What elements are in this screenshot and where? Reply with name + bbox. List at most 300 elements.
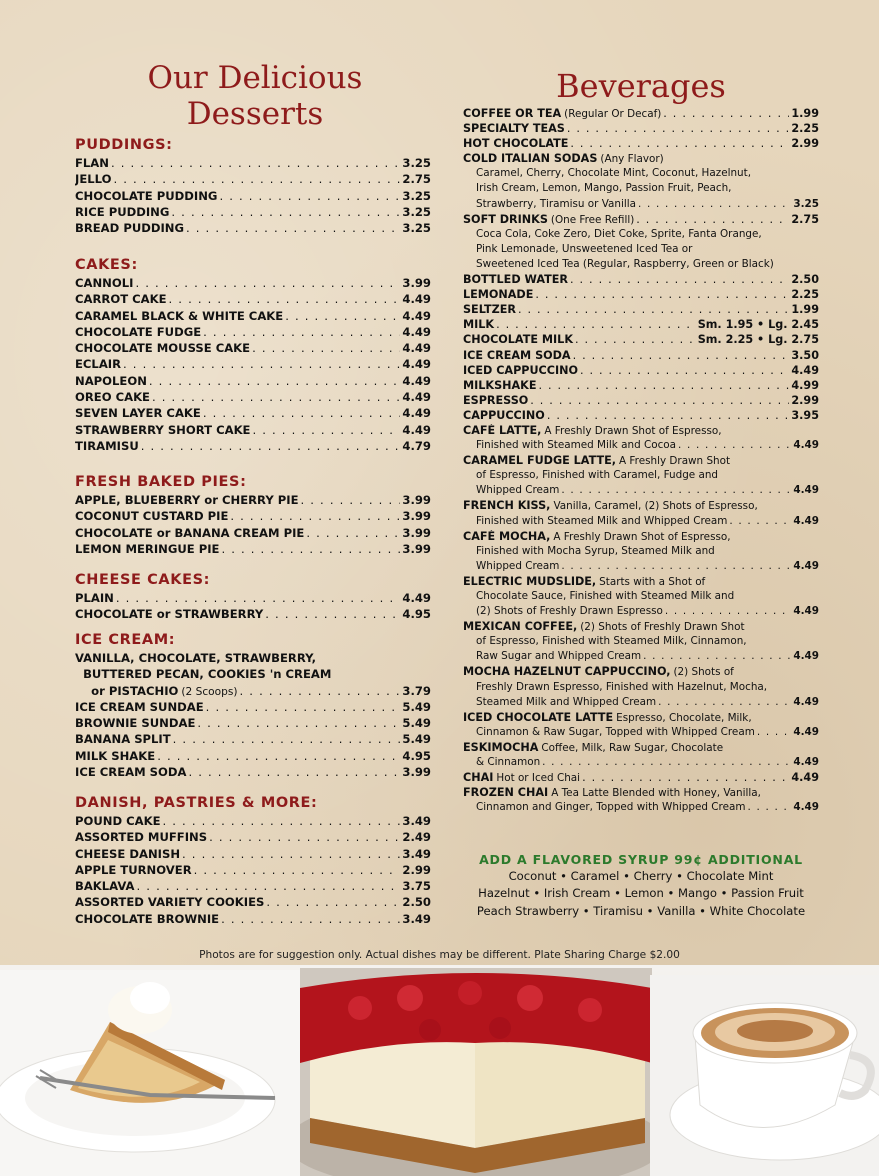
leader-dots bbox=[123, 357, 400, 371]
menu-item bbox=[75, 684, 431, 700]
leader-dots bbox=[152, 390, 400, 404]
menu-item-price: 3.49 bbox=[402, 814, 431, 828]
leader-dots bbox=[203, 325, 400, 339]
menu-item-name: JELLO bbox=[75, 172, 112, 187]
beverage-item bbox=[463, 394, 819, 409]
beverage-description bbox=[463, 182, 819, 197]
leader-dots bbox=[570, 137, 789, 150]
menu-item-name: POUND CAKE bbox=[75, 814, 161, 828]
beverage-name: ESKIMOCHA bbox=[463, 740, 539, 754]
beverage-line bbox=[463, 152, 819, 167]
beverage-detail: Whipped Cream bbox=[476, 559, 560, 572]
menu-item bbox=[75, 830, 431, 846]
beverage-price: 4.49 bbox=[793, 439, 819, 452]
leader-dots bbox=[757, 726, 792, 738]
menu-item bbox=[75, 542, 431, 558]
beverage-note: A Freshly Drawn Shot bbox=[619, 455, 731, 468]
beverage-detail: Cinnamon and Ginger, Topped with Whipped Cream bbox=[476, 801, 746, 814]
menu-item bbox=[75, 912, 431, 928]
menu-item-name: BANANA SPLIT bbox=[75, 732, 171, 747]
beverage-price: 3.50 bbox=[791, 348, 819, 362]
menu-item-price: 3.49 bbox=[402, 846, 431, 861]
beverage-price: 4.49 bbox=[791, 771, 819, 785]
menu-item-name: STRAWBERRY SHORT CAKE bbox=[75, 422, 251, 437]
menu-item bbox=[75, 357, 431, 373]
leader-dots bbox=[301, 493, 401, 507]
beverage-name: CHAI bbox=[463, 771, 494, 785]
beverage-item bbox=[463, 530, 819, 575]
menu-item-name: APPLE TURNOVER bbox=[75, 862, 192, 877]
leader-dots bbox=[219, 189, 400, 203]
leader-dots bbox=[729, 515, 791, 527]
leader-dots bbox=[203, 406, 401, 420]
beverage-detail: Strawberry, Tiramisu or Vanilla bbox=[476, 197, 636, 210]
leader-dots bbox=[678, 439, 791, 451]
beverage-item bbox=[463, 409, 819, 424]
leader-dots bbox=[570, 273, 789, 286]
menu-item-price: 3.99 bbox=[402, 765, 431, 780]
menu-item-price: 4.49 bbox=[402, 591, 431, 605]
beverage-price: 2.25 bbox=[791, 288, 819, 302]
menu-item bbox=[75, 667, 431, 683]
beverage-note: (Any Flavor) bbox=[600, 153, 664, 166]
beverage-line bbox=[463, 530, 819, 545]
beverage-price: 4.49 bbox=[793, 605, 819, 618]
section-list-pies bbox=[75, 493, 431, 558]
beverage-note: Starts with a Shot of bbox=[599, 575, 706, 588]
menu-item bbox=[75, 863, 431, 879]
cheesecake-photo bbox=[300, 968, 652, 1176]
menu-item-name: APPLE, BLUEBERRY or CHERRY PIE bbox=[75, 493, 299, 507]
menu-item-price: 2.49 bbox=[402, 830, 431, 845]
beverage-name: FROZEN CHAI bbox=[463, 786, 549, 800]
beverage-line bbox=[463, 364, 819, 379]
leader-dots bbox=[542, 756, 791, 768]
menu-item-name: CHOCOLATE or STRAWBERRY bbox=[75, 607, 264, 622]
beverage-detail: (2) Shots of Freshly Drawn Espresso bbox=[476, 605, 663, 618]
beverage-name: COFFEE OR TEA bbox=[463, 107, 562, 120]
leader-dots bbox=[638, 198, 791, 210]
menu-item-name: ECLAIR bbox=[75, 357, 122, 372]
beverages-title: Beverages bbox=[556, 67, 726, 105]
menu-item bbox=[75, 765, 431, 781]
beverage-line bbox=[463, 333, 819, 348]
leader-dots bbox=[173, 732, 401, 746]
syrup-heading: ADD A FLAVORED SYRUP 99¢ ADDITIONAL bbox=[479, 852, 803, 867]
beverage-name: ICED CAPPUCCINO bbox=[463, 363, 579, 377]
syrup-line: Coconut • Caramel • Cherry • Chocolate Mint bbox=[508, 869, 774, 883]
menu-item bbox=[75, 156, 431, 172]
leader-dots bbox=[197, 716, 400, 730]
beverage-note: (One Free Refill) bbox=[550, 213, 635, 226]
beverage-name: MEXICAN COFFEE, bbox=[463, 620, 578, 634]
beverage-item bbox=[463, 288, 819, 303]
leader-dots bbox=[658, 696, 791, 708]
leader-dots bbox=[266, 895, 400, 909]
menu-item-price: 3.99 bbox=[402, 276, 431, 290]
beverage-line bbox=[463, 394, 819, 409]
beverage-name: SOFT DRINKS bbox=[463, 212, 548, 226]
menu-item-name: COCONUT CUSTARD PIE bbox=[75, 509, 229, 524]
beverage-description bbox=[463, 756, 819, 771]
beverage-name: MILK bbox=[463, 318, 495, 332]
menu-item bbox=[75, 309, 431, 325]
menu-item-name: BROWNIE SUNDAE bbox=[75, 716, 196, 731]
beverage-description bbox=[463, 484, 819, 499]
menu-item-name: ASSORTED VARIETY COOKIES bbox=[75, 895, 265, 910]
beverage-line bbox=[463, 424, 819, 439]
beverage-price: Sm. 1.95 • Lg. 2.45 bbox=[697, 318, 819, 332]
menu-item bbox=[75, 814, 431, 830]
beverage-item bbox=[463, 786, 819, 816]
menu-item-price: 4.49 bbox=[402, 373, 431, 388]
menu-item bbox=[75, 423, 431, 439]
beverage-name: SELTZER bbox=[463, 303, 516, 317]
beverage-name: ICE CREAM SODA bbox=[463, 348, 571, 362]
menu-item-name: CARAMEL BLACK & WHITE CAKE bbox=[75, 308, 284, 323]
menu-item-price: 4.49 bbox=[402, 308, 431, 323]
menu-item-price: 3.25 bbox=[402, 221, 431, 236]
syrup-line: Hazelnut • Irish Cream • Lemon • Mango • Passion Fruit bbox=[478, 886, 804, 900]
apple-pie-photo bbox=[0, 970, 300, 1176]
menu-item-name: CHEESE DANISH bbox=[75, 846, 181, 861]
menu-item bbox=[75, 651, 431, 667]
menu-item-name: MILK SHAKE bbox=[75, 748, 156, 763]
leader-dots bbox=[518, 303, 789, 316]
menu-item bbox=[75, 732, 431, 748]
leader-dots bbox=[252, 423, 400, 437]
leader-dots bbox=[265, 607, 400, 621]
beverage-item bbox=[463, 349, 819, 364]
leader-dots bbox=[747, 801, 791, 813]
menu-item-price: 4.95 bbox=[402, 748, 431, 763]
beverage-detail: Pink Lemonade, Unsweetened Iced Tea or bbox=[476, 242, 693, 255]
menu-item-name: ICE CREAM SUNDAE bbox=[75, 699, 204, 714]
beverage-detail: Caramel, Cherry, Chocolate Mint, Coconut, Hazelnut, bbox=[476, 167, 752, 180]
cappuccino-photo bbox=[650, 975, 879, 1176]
leader-dots bbox=[135, 276, 400, 290]
beverage-detail: Freshly Drawn Espresso, Finished with Hazelnut, Mocha, bbox=[476, 680, 768, 693]
beverage-detail: Sweetened Iced Tea (Regular, Raspberry, Green or Black) bbox=[476, 257, 774, 270]
beverage-price: 3.95 bbox=[791, 408, 819, 422]
menu-item bbox=[75, 390, 431, 406]
menu-item-name: SEVEN LAYER CAKE bbox=[75, 406, 201, 421]
leader-dots bbox=[141, 439, 401, 453]
menu-item-price: 4.49 bbox=[402, 341, 431, 356]
beverage-description bbox=[463, 167, 819, 182]
menu-item bbox=[75, 172, 431, 188]
beverage-line bbox=[463, 379, 819, 394]
menu-item bbox=[75, 879, 431, 895]
beverage-line bbox=[463, 771, 819, 786]
section-list-puddings bbox=[75, 156, 431, 237]
leader-dots bbox=[171, 205, 400, 219]
beverage-description bbox=[463, 439, 819, 454]
beverage-detail: Chocolate Sauce, Finished with Steamed Milk and bbox=[476, 590, 735, 602]
beverage-line bbox=[463, 303, 819, 318]
menu-item-name: or PISTACHIO bbox=[75, 683, 179, 698]
beverage-line bbox=[463, 107, 819, 122]
beverage-price: 4.99 bbox=[791, 378, 819, 392]
menu-item-price: 4.79 bbox=[402, 438, 431, 453]
menu-item-name: BREAD PUDDING bbox=[75, 221, 185, 236]
menu-item-name: CHOCOLATE BROWNIE bbox=[75, 911, 220, 926]
beverage-name: FRENCH KISS, bbox=[463, 499, 551, 513]
leader-dots bbox=[149, 374, 400, 388]
menu-item-price: 3.49 bbox=[402, 911, 431, 926]
menu-item-name: PLAIN bbox=[75, 591, 114, 605]
menu-item-name: CARROT CAKE bbox=[75, 292, 167, 307]
desserts-title: Our Delicious Desserts bbox=[147, 60, 363, 132]
leader-dots bbox=[169, 292, 401, 306]
menu-item-name: CHOCOLATE or BANANA CREAM PIE bbox=[75, 525, 305, 540]
leader-dots bbox=[535, 288, 789, 301]
beverage-item bbox=[463, 107, 819, 122]
beverage-description bbox=[463, 228, 819, 243]
beverage-price: 3.25 bbox=[793, 197, 819, 210]
beverage-item bbox=[463, 620, 819, 665]
section-title-puddings: PUDDINGS: bbox=[75, 137, 173, 153]
leader-dots bbox=[582, 771, 789, 784]
beverage-line bbox=[463, 349, 819, 364]
beverage-description bbox=[463, 726, 819, 741]
beverage-note: Hot or Iced Chai bbox=[496, 772, 581, 785]
menu-item bbox=[75, 341, 431, 357]
menu-item-desc: (2 Scoops) bbox=[181, 685, 238, 698]
section-list-danish bbox=[75, 814, 431, 928]
beverage-item bbox=[463, 665, 819, 710]
menu-item-price: 4.49 bbox=[402, 390, 431, 405]
beverage-item bbox=[463, 318, 819, 333]
beverage-line bbox=[463, 213, 819, 228]
menu-item-price: 3.75 bbox=[402, 879, 431, 894]
menu-item-price: 3.25 bbox=[402, 188, 431, 203]
menu-item-price: 3.99 bbox=[402, 493, 431, 507]
beverage-price: 2.75 bbox=[791, 212, 819, 226]
beverage-detail: Coca Cola, Coke Zero, Diet Coke, Sprite, Fanta Orange, bbox=[476, 227, 762, 240]
beverage-note: A Freshly Drawn Shot of Espresso, bbox=[544, 424, 722, 437]
beverage-detail: Irish Cream, Lemon, Mango, Passion Fruit, Peach, bbox=[476, 182, 732, 195]
leader-dots bbox=[306, 526, 400, 540]
beverage-price: 4.49 bbox=[793, 756, 819, 769]
beverage-name: SPECIALTY TEAS bbox=[463, 122, 565, 136]
beverage-name: HOT CHOCOLATE bbox=[463, 137, 569, 151]
beverage-name: BOTTLED WATER bbox=[463, 273, 569, 287]
menu-item-price: 3.99 bbox=[402, 541, 431, 556]
menu-item bbox=[75, 221, 431, 237]
leader-dots bbox=[561, 560, 791, 572]
leader-dots bbox=[209, 830, 400, 844]
beverage-item bbox=[463, 741, 819, 771]
section-title-icecream: ICE CREAM: bbox=[75, 632, 176, 648]
beverage-item bbox=[463, 273, 819, 288]
menu-item-name: TIRAMISU bbox=[75, 438, 139, 453]
menu-item bbox=[75, 716, 431, 732]
leader-dots bbox=[111, 156, 400, 170]
menu-item-name: VANILLA, CHOCOLATE, STRAWBERRY, bbox=[75, 651, 317, 665]
beverage-description bbox=[463, 198, 819, 213]
menu-item-price: 4.95 bbox=[402, 607, 431, 622]
menu-item bbox=[75, 439, 431, 455]
beverage-price: 4.49 bbox=[793, 695, 819, 708]
leader-dots bbox=[636, 213, 789, 226]
leader-dots bbox=[643, 650, 791, 662]
beverage-description bbox=[463, 696, 819, 711]
menu-item-price: 2.50 bbox=[402, 895, 431, 910]
beverage-price: 4.49 bbox=[793, 650, 819, 663]
leader-dots bbox=[188, 765, 400, 779]
beverage-price: Sm. 2.25 • Lg. 2.75 bbox=[697, 333, 819, 347]
menu-item-price: 5.49 bbox=[402, 716, 431, 731]
beverage-detail: Whipped Cream bbox=[476, 484, 560, 497]
menu-item-price: 4.49 bbox=[402, 324, 431, 339]
leader-dots bbox=[221, 912, 400, 926]
beverage-item bbox=[463, 303, 819, 318]
menu-item bbox=[75, 591, 431, 607]
menu-item bbox=[75, 700, 431, 716]
beverage-price: 4.49 bbox=[793, 559, 819, 572]
menu-item-name: OREO CAKE bbox=[75, 390, 150, 405]
menu-item-name: FLAN bbox=[75, 156, 109, 170]
beverage-name: CARAMEL FUDGE LATTE, bbox=[463, 454, 617, 468]
beverage-price: 1.99 bbox=[791, 107, 819, 120]
leader-dots bbox=[538, 379, 789, 392]
menu-item-price: 4.49 bbox=[402, 292, 431, 307]
menu-item-name: RICE PUDDING bbox=[75, 204, 170, 219]
beverage-description bbox=[463, 801, 819, 816]
menu-item-name: CHOCOLATE PUDDING bbox=[75, 188, 218, 203]
photo-disclaimer: Photos are for suggestion only. Actual dishes may be different. Plate Sharing Charge $2.00 bbox=[199, 949, 680, 961]
leader-dots bbox=[567, 122, 790, 135]
menu-item-price: 3.79 bbox=[402, 683, 431, 698]
beverage-line bbox=[463, 741, 819, 756]
beverage-price: 2.50 bbox=[791, 273, 819, 287]
beverage-name: MILKSHAKE bbox=[463, 378, 537, 392]
beverage-item bbox=[463, 137, 819, 152]
section-list-cheesecakes bbox=[75, 591, 431, 624]
beverage-line bbox=[463, 409, 819, 424]
leader-dots bbox=[194, 863, 401, 877]
menu-item-price: 5.49 bbox=[402, 699, 431, 714]
menu-item-name: NAPOLEON bbox=[75, 373, 147, 388]
beverage-detail: Cinnamon & Raw Sugar, Topped with Whipped Cream bbox=[476, 725, 755, 738]
menu-item-name: BUTTERED PECAN, COOKIES 'n CREAM bbox=[75, 667, 332, 682]
beverage-price: 4.49 bbox=[793, 801, 819, 814]
menu-item-price: 3.25 bbox=[402, 204, 431, 219]
leader-dots bbox=[496, 318, 696, 331]
menu-item-name: ASSORTED MUFFINS bbox=[75, 830, 208, 845]
beverage-item bbox=[463, 379, 819, 394]
beverage-line bbox=[463, 711, 819, 726]
beverage-item bbox=[463, 711, 819, 741]
syrup-line: Peach Strawberry • Tiramisu • Vanilla • White Chocolate bbox=[476, 904, 806, 918]
leader-dots bbox=[186, 221, 400, 235]
beverage-description bbox=[463, 515, 819, 530]
beverage-description bbox=[463, 243, 819, 258]
leader-dots bbox=[157, 749, 400, 763]
beverage-line bbox=[463, 665, 819, 680]
menu-item-name: BAKLAVA bbox=[75, 879, 135, 894]
leader-dots bbox=[137, 879, 401, 893]
section-title-cheesecakes: CHEESE CAKES: bbox=[75, 572, 211, 588]
beverage-note: A Tea Latte Blended with Honey, Vanilla, bbox=[551, 787, 761, 800]
beverage-detail: & Cinnamon bbox=[476, 756, 541, 769]
menu-item-name: CHOCOLATE MOUSSE CAKE bbox=[75, 341, 251, 356]
leader-dots bbox=[113, 172, 400, 186]
beverage-item bbox=[463, 771, 819, 786]
beverage-detail: Steamed Milk and Whipped Cream bbox=[476, 695, 657, 708]
menu-item-price: 3.99 bbox=[402, 525, 431, 540]
leader-dots bbox=[252, 341, 400, 355]
beverage-detail: Finished with Steamed Milk and Whipped Cream bbox=[476, 514, 728, 527]
beverage-note: Vanilla, Caramel, (2) Shots of Espresso, bbox=[553, 500, 758, 513]
beverage-line bbox=[463, 620, 819, 635]
menu-item bbox=[75, 374, 431, 390]
beverage-note: (Regular Or Decaf) bbox=[564, 108, 662, 120]
beverage-name: ESPRESSO bbox=[463, 393, 529, 407]
menu-item bbox=[75, 749, 431, 765]
beverage-price: 2.99 bbox=[791, 393, 819, 407]
menu-item-name: ICE CREAM SODA bbox=[75, 765, 187, 780]
leader-dots bbox=[573, 349, 790, 362]
beverage-line bbox=[463, 122, 819, 137]
beverage-description bbox=[463, 545, 819, 560]
beverage-detail: of Espresso, Finished with Steamed Milk, Cinnamon, bbox=[476, 635, 747, 648]
beverage-note: (2) Shots of Freshly Drawn Shot bbox=[580, 621, 745, 634]
leader-dots bbox=[530, 394, 789, 407]
beverage-item bbox=[463, 333, 819, 348]
section-title-pies: FRESH BAKED PIES: bbox=[75, 474, 247, 490]
menu-item-price: 4.49 bbox=[402, 406, 431, 421]
beverage-note: A Freshly Drawn Shot of Espresso, bbox=[553, 530, 731, 543]
beverage-name: ICED CHOCOLATE LATTE bbox=[463, 710, 614, 724]
menu-item-price: 2.75 bbox=[402, 172, 431, 187]
beverage-detail: of Espresso, Finished with Caramel, Fudge and bbox=[476, 469, 719, 482]
beverage-description bbox=[463, 560, 819, 575]
menu-item-price: 3.25 bbox=[402, 156, 431, 170]
beverage-description bbox=[463, 635, 819, 650]
beverage-price: 2.99 bbox=[791, 137, 819, 151]
beverage-name: CHOCOLATE MILK bbox=[463, 333, 573, 347]
beverage-description bbox=[463, 590, 819, 605]
beverage-name: CAFÉ MOCHA, bbox=[463, 529, 551, 543]
beverage-note: (2) Shots of bbox=[673, 666, 734, 679]
beverage-line bbox=[463, 137, 819, 152]
beverage-name: CAPPUCCINO bbox=[463, 408, 545, 422]
beverage-name: ELECTRIC MUDSLIDE, bbox=[463, 574, 597, 588]
menu-item bbox=[75, 493, 431, 509]
beverage-description bbox=[463, 258, 819, 273]
menu-item-price: 4.49 bbox=[402, 422, 431, 437]
leader-dots bbox=[206, 700, 401, 714]
beverage-item bbox=[463, 364, 819, 379]
leader-dots bbox=[665, 605, 791, 617]
beverage-description bbox=[463, 605, 819, 620]
menu-item-price: 5.49 bbox=[402, 732, 431, 747]
leader-dots bbox=[547, 409, 790, 422]
menu-item bbox=[75, 509, 431, 525]
leader-dots bbox=[221, 542, 400, 556]
leader-dots bbox=[561, 484, 791, 496]
menu-item bbox=[75, 292, 431, 308]
section-title-danish: DANISH, PASTRIES & MORE: bbox=[75, 795, 318, 811]
beverage-detail: Raw Sugar and Whipped Cream bbox=[476, 650, 642, 663]
leader-dots bbox=[285, 309, 400, 323]
beverage-line bbox=[463, 318, 819, 333]
menu-item-name: CHOCOLATE FUDGE bbox=[75, 324, 202, 339]
beverage-note: Coffee, Milk, Raw Sugar, Chocolate bbox=[541, 741, 724, 754]
menu-item-price: 3.99 bbox=[402, 509, 431, 524]
